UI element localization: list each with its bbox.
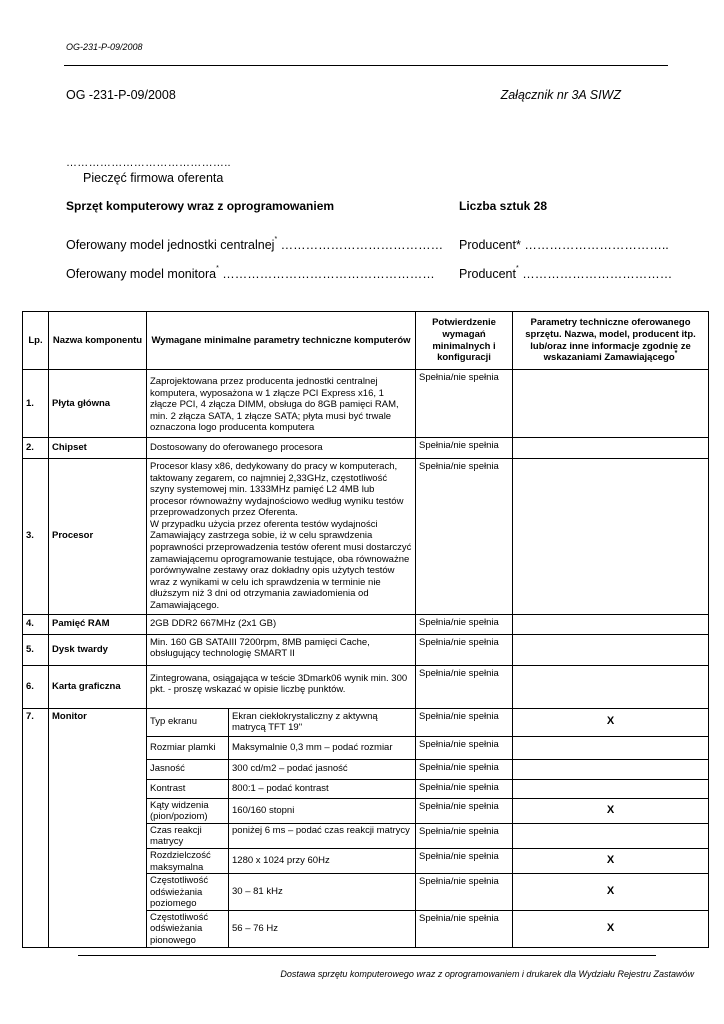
row-component: Karta graficzna (49, 665, 147, 708)
monitor-confirm: Spełnia/nie spełnia (416, 874, 513, 911)
monitor-confirm: Spełnia/nie spełnia (416, 910, 513, 947)
row-lp: 1. (23, 370, 49, 438)
monitor-value: poniżej 6 ms – podać czas reakcji matrycy (229, 823, 416, 848)
producer-label-1: Producent* (459, 238, 525, 252)
monitor-mark[interactable] (513, 736, 709, 759)
row-confirm: Spełnia/nie spełnia (416, 459, 513, 615)
monitor-mark: X (513, 708, 709, 736)
monitor-param: Jasność (147, 759, 229, 779)
monitor-param: Rozmiar plamki (147, 736, 229, 759)
monitor-value: 160/160 stopni (229, 798, 416, 823)
monitor-mark[interactable] (513, 823, 709, 848)
monitor-confirm: Spełnia/nie spełnia (416, 798, 513, 823)
monitor-mark[interactable] (513, 759, 709, 779)
section-title: Sprzęt komputerowy wraz z oprogramowaniem (66, 199, 335, 213)
offered-monitor-dots: …………………………………………… (218, 267, 435, 281)
quantity-label: Liczba sztuk 28 (459, 199, 548, 213)
table-row (23, 370, 709, 438)
row-params: Zaprojektowana przez producenta jednostki centralnej komputera, wyposażona w 1 złącze PCI Express x16, 1 złącze PCI, 4 złącza DIMM, obsługa do 8GB pamięci RAM, min. 2 złącza SATA, 1 złącze SATA; płyta musi być trwale oznaczona logo producenta komputera (147, 370, 416, 438)
table-row (23, 614, 709, 634)
producer-line-2 (459, 267, 672, 281)
row-offered-input[interactable] (513, 370, 709, 438)
monitor-value: 1280 x 1024 przy 60Hz (229, 848, 416, 873)
row-offered-input[interactable] (513, 438, 709, 459)
row-offered-input[interactable] (513, 634, 709, 665)
row-params: Zintegrowana, osiągająca w teście 3Dmark06 wynik min. 300 pkt. - proszę wskazać w opisie liczbę punktów. (147, 665, 416, 708)
stamp-dots: …………………………………….. (66, 157, 231, 169)
row-component: Chipset (49, 438, 147, 459)
row-confirm: Spełnia/nie spełnia (416, 438, 513, 459)
footer-text: Dostawa sprzętu komputerowego wraz z oprogramowaniem i drukarek dla Wydziału Rejestru Zastawów (280, 969, 694, 979)
monitor-value: Maksymalnie 0,3 mm – podać rozmiar (229, 736, 416, 759)
specification-table (22, 311, 709, 948)
row-lp: 3. (23, 459, 49, 615)
row-confirm: Spełnia/nie spełnia (416, 614, 513, 634)
asterisk: * (216, 265, 219, 272)
monitor-value: Ekran ciekłokrystaliczny z aktywną matrycą TFT 19" (229, 708, 416, 736)
monitor-mark[interactable] (513, 779, 709, 798)
table-row (23, 459, 709, 615)
monitor-confirm: Spełnia/nie spełnia (416, 759, 513, 779)
monitor-mark: X (513, 798, 709, 823)
row-lp: 5. (23, 634, 49, 665)
offered-unit-dots: ………………………………… (277, 238, 444, 252)
table-header-row (23, 312, 709, 370)
monitor-value: 300 cd/m2 – podać jasność (229, 759, 416, 779)
row-offered-input[interactable] (513, 614, 709, 634)
monitor-value: 800:1 – podać kontrast (229, 779, 416, 798)
annex-label: Załącznik nr 3A SIWZ (500, 88, 621, 102)
header-offered: Parametry techniczne oferowanego sprzętu. Nazwa, model, producent itp. lub/oraz inne informacje zgodnie ze wskazaniami Zamawiającego* (513, 312, 709, 370)
monitor-confirm: Spełnia/nie spełnia (416, 823, 513, 848)
producer-dots-2: ……………………………… (518, 267, 673, 281)
row-component: Procesor (49, 459, 147, 615)
monitor-confirm: Spełnia/nie spełnia (416, 779, 513, 798)
monitor-param: Czas reakcji matrycy (147, 823, 229, 848)
row-params: Min. 160 GB SATAIII 7200rpm, 8MB pamięci Cache, obsługujący technologię SMART II (147, 634, 416, 665)
producer-dots-1: …………………………….. (524, 238, 669, 252)
stamp-label: Pieczęć firmowa oferenta (83, 171, 224, 185)
offered-unit-label: Oferowany model jednostki centralnej (66, 238, 275, 252)
document-id: OG -231-P-09/2008 (66, 88, 176, 102)
row-component: Pamięć RAM (49, 614, 147, 634)
row-lp: 2. (23, 438, 49, 459)
monitor-param: Kontrast (147, 779, 229, 798)
monitor-param: Typ ekranu (147, 708, 229, 736)
monitor-mark: X (513, 874, 709, 911)
footer-divider (78, 955, 656, 956)
offered-unit-line (66, 238, 443, 252)
header-lp: Lp. (23, 312, 49, 370)
header-divider (64, 65, 668, 66)
producer-label-2: Producent (459, 267, 516, 281)
row-params: Dostosowany do oferowanego procesora (147, 438, 416, 459)
row-component: Płyta główna (49, 370, 147, 438)
header-component: Nazwa komponentu (49, 312, 147, 370)
table-row (23, 665, 709, 708)
monitor-param: Rozdzielczość maksymalna (147, 848, 229, 873)
monitor-value: 30 – 81 kHz (229, 874, 416, 911)
header-confirm: Potwierdzenie wymagań minimalnych i konfiguracji (416, 312, 513, 370)
monitor-row (23, 708, 709, 736)
row-confirm: Spełnia/nie spełnia (416, 634, 513, 665)
monitor-mark: X (513, 848, 709, 873)
offered-monitor-label: Oferowany model monitora (66, 267, 217, 281)
row-params: Procesor klasy x86, dedykowany do pracy w komputerach, taktowany zegarem, co najmniej 2,33GHz, częstotliwość szyny systemowej min. 1333MHz pamięć L2 4MB lub procesor równoważny wydajnościowo według wyniku testów przeprowadzonych przez Oferenta. W przypadku użycia przez oferenta testów wydajności Zamawiający zastrzega sobie, iż w celu sprawdzenia poprawności przeprowadzenia testów oferent musi dostarczyć zamawiającemu oprogramowanie testujące, oba równoważne porównywalne zestawy oraz dokładny opis użytych testów wraz z wynikami w celu ich sprawdzenia w terminie nie dłuższym niż 3 dni od otrzymania zawiadomienia od Zamawiającego. (147, 459, 416, 615)
table-row (23, 438, 709, 459)
asterisk: * (515, 265, 519, 272)
row-confirm: Spełnia/nie spełnia (416, 370, 513, 438)
row-lp: 7. (23, 708, 49, 947)
row-params: 2GB DDR2 667MHz (2x1 GB) (147, 614, 416, 634)
row-offered-input[interactable] (513, 459, 709, 615)
monitor-param: Częstotliwość odświeżania pionowego (147, 910, 229, 947)
header-params: Wymagane minimalne parametry techniczne komputerów (147, 312, 416, 370)
table-row (23, 634, 709, 665)
row-lp: 6. (23, 665, 49, 708)
row-component: Dysk twardy (49, 634, 147, 665)
row-confirm: Spełnia/nie spełnia (416, 665, 513, 708)
row-component: Monitor (49, 708, 147, 947)
row-offered-input[interactable] (513, 665, 709, 708)
asterisk: * (274, 236, 278, 243)
producer-line-1 (459, 238, 669, 252)
monitor-confirm: Spełnia/nie spełnia (416, 848, 513, 873)
header-reference: OG-231-P-09/2008 (66, 42, 143, 52)
monitor-param: Kąty widzenia (pion/poziom) (147, 798, 229, 823)
monitor-confirm: Spełnia/nie spełnia (416, 708, 513, 736)
monitor-value: 56 – 76 Hz (229, 910, 416, 947)
monitor-param: Częstotliwość odświeżania poziomego (147, 874, 229, 911)
offered-monitor-line (66, 267, 435, 281)
monitor-confirm: Spełnia/nie spełnia (416, 736, 513, 759)
monitor-mark: X (513, 910, 709, 947)
row-lp: 4. (23, 614, 49, 634)
